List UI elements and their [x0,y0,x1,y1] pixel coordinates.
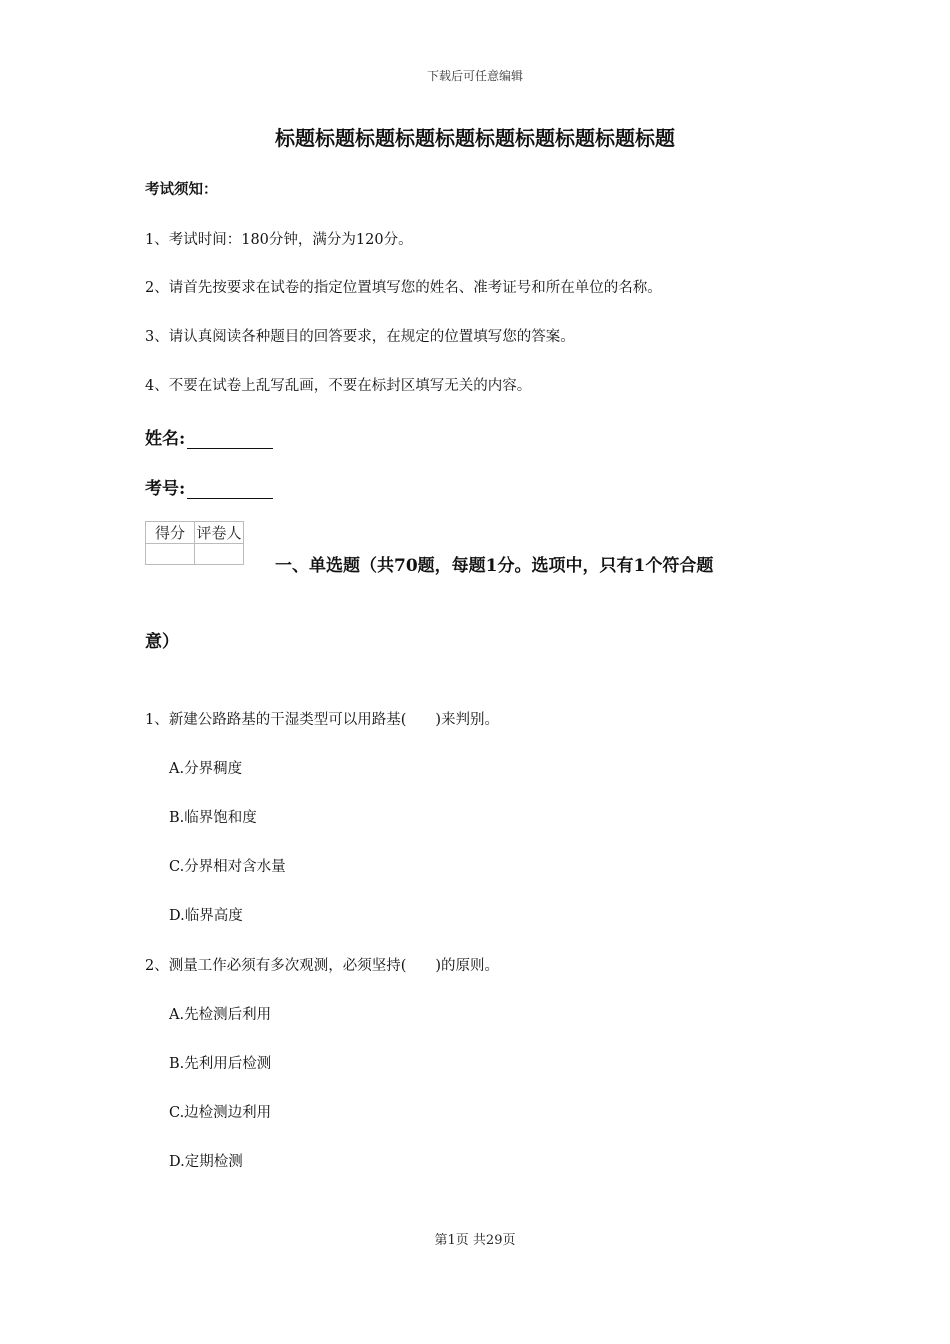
exam-id-label: 考号: [145,479,186,499]
section-heading-continued: 意） [145,632,179,652]
score-cell [146,544,195,565]
grader-header: 评卷人 [195,522,244,544]
name-blank-line [187,430,273,449]
name-label: 姓名: [145,429,186,449]
question-2-option-d: D.定期检测 [169,1154,243,1170]
score-header: 得分 [146,522,195,544]
notice-rule-3: 3、请认真阅读各种题目的回答要求，在规定的位置填写您的答案。 [145,329,575,345]
question-1-option-c: C.分界相对含水量 [169,859,286,875]
question-1: 1、新建公路路基的干湿类型可以用路基( )来判别。 [145,712,500,728]
document-title: 标题标题标题标题标题标题标题标题标题标题 [275,126,675,150]
exam-id-field [145,474,273,499]
page-header-note: 下载后可任意编辑 [426,69,523,83]
notice-rule-4: 4、不要在试卷上乱写乱画，不要在标封区填写无关的内容。 [145,378,532,394]
page-footer: 第1页 共29页 [434,1233,516,1248]
name-field [145,424,273,449]
question-2-option-a: A.先检测后利用 [169,1007,272,1023]
question-1-option-b: B.临界饱和度 [169,810,257,826]
score-table [145,521,244,565]
notice-rule-1: 1、考试时间：180分钟，满分为120分。 [145,232,413,248]
question-1-option-a: A.分界稠度 [169,761,243,777]
question-2: 2、测量工作必须有多次观测，必须坚持( )的原则。 [145,958,500,974]
question-2-option-b: B.先利用后检测 [169,1056,272,1072]
exam-id-blank-line [187,480,273,499]
section-heading: 一、单选题（共70题，每题1分。选项中，只有1个符合题 [275,556,714,576]
question-2-option-c: C.边检测边利用 [169,1105,272,1121]
grader-cell [195,544,244,565]
question-1-option-d: D.临界高度 [169,908,243,924]
notice-rule-2: 2、请首先按要求在试卷的指定位置填写您的姓名、准考证号和所在单位的名称。 [145,280,662,296]
notice-heading: 考试须知： [145,181,218,198]
